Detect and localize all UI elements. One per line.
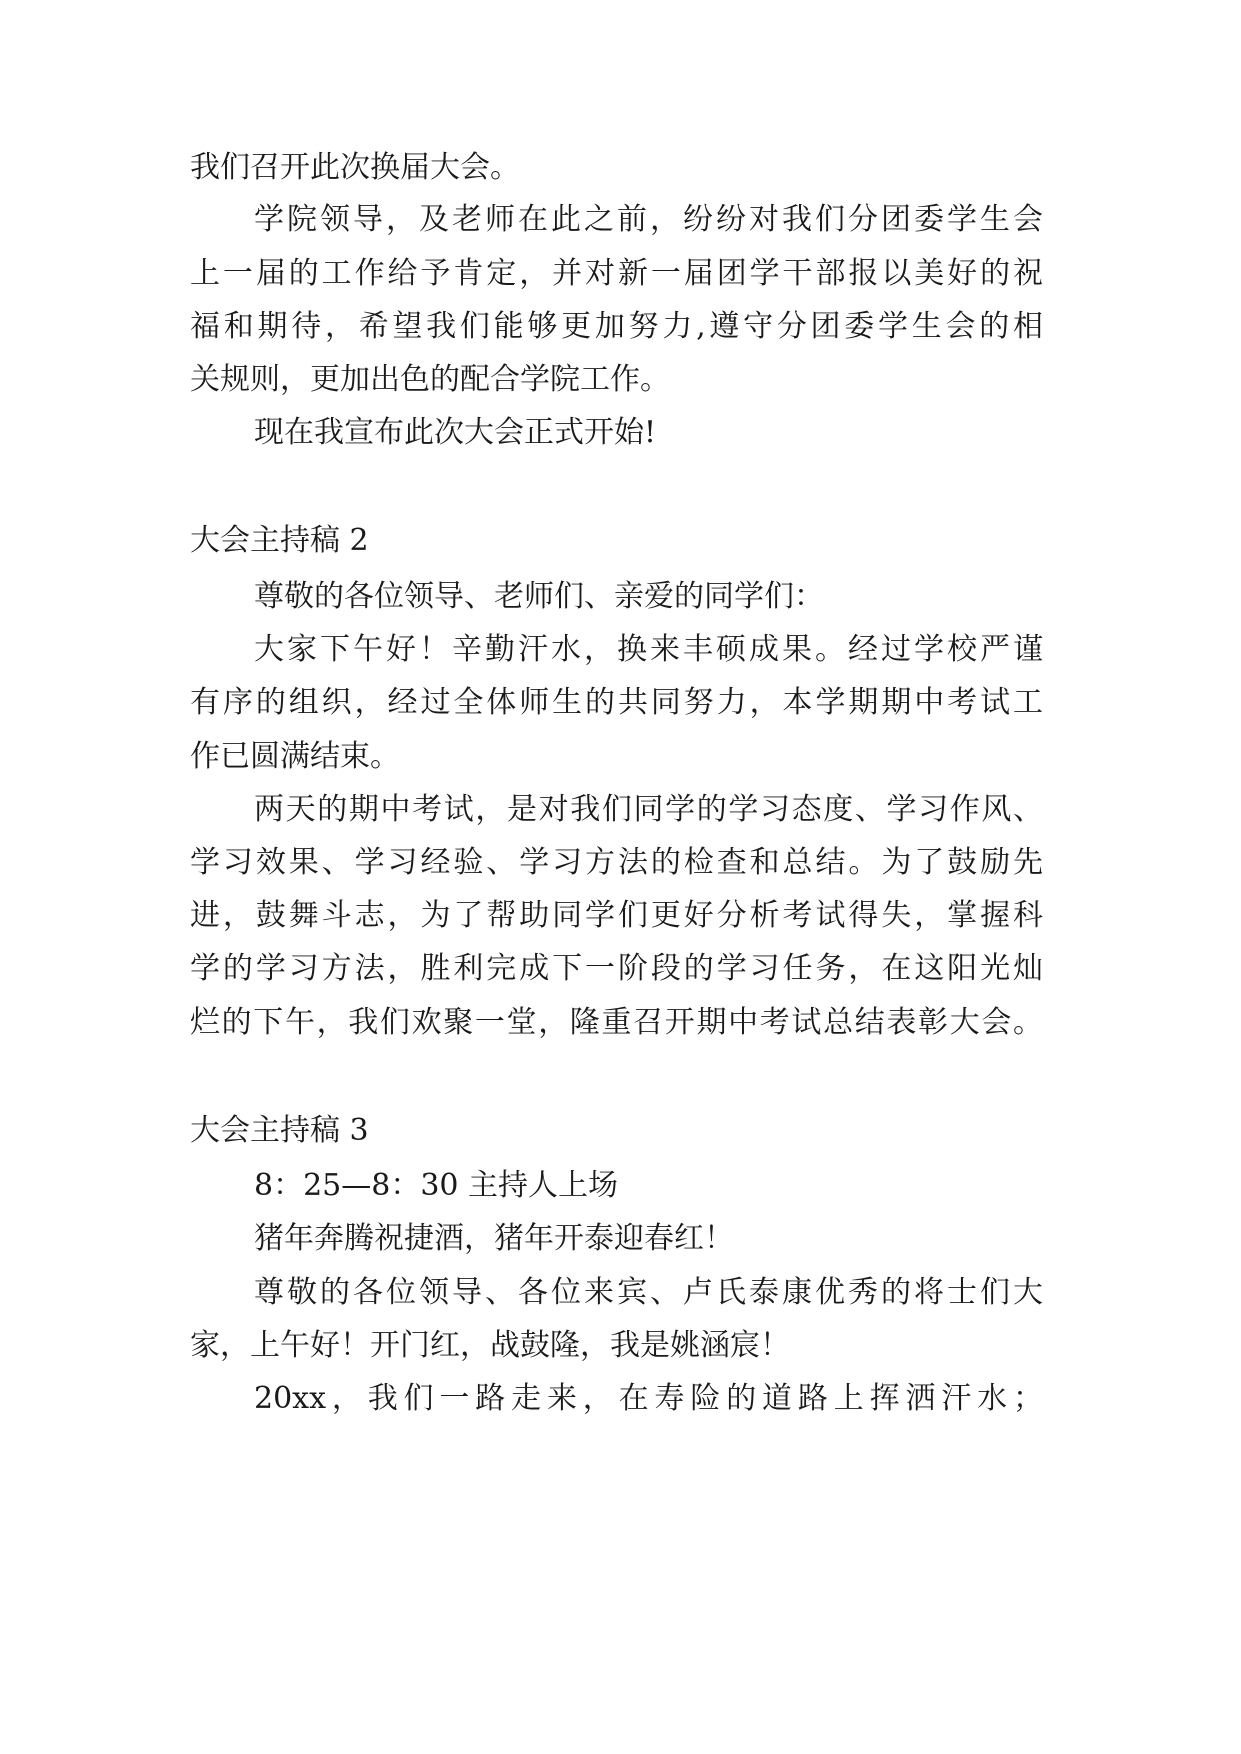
paragraph-line: 学习效果、学习经验、学习方法的检查和总结。为了鼓励先 xyxy=(190,845,1043,880)
paragraph-line: 烂的下午，我们欢聚一堂，隆重召开期中考试总结表彰大会。 xyxy=(190,1005,1043,1040)
paragraph-line: 两天的期中考试，是对我们同学的学习态度、学习作风、 xyxy=(254,792,1043,827)
paragraph-line: 家，上午好！开门红，战鼓隆，我是姚涵宸！ xyxy=(190,1328,790,1363)
paragraph-line: 学的学习方法，胜利完成下一阶段的学习任务，在这阳光灿 xyxy=(190,951,1043,986)
paragraph-line: 关规则，更加出色的配合学院工作。 xyxy=(190,362,670,397)
section-heading: 大会主持稿 3 xyxy=(190,1113,369,1148)
paragraph-line: 尊敬的各位领导、老师们、亲爱的同学们： xyxy=(254,579,824,614)
paragraph-line: 8：25—8：30 主持人上场 xyxy=(254,1168,619,1203)
section-heading: 大会主持稿 2 xyxy=(190,523,369,558)
paragraph-line: 福和期待，希望我们能够更加努力,遵守分团委学生会的相 xyxy=(190,309,1043,344)
paragraph-line: 作已圆满结束。 xyxy=(190,739,400,774)
paragraph-line: 进，鼓舞斗志，为了帮助同学们更好分析考试得失，掌握科 xyxy=(190,898,1043,933)
paragraph-line: 尊敬的各位领导、各位来宾、卢氏泰康优秀的将士们大 xyxy=(254,1275,1043,1310)
paragraph-line: 20xx，我们一路走来，在寿险的道路上挥洒汗水； xyxy=(254,1381,1043,1416)
paragraph-line: 学院领导，及老师在此之前，纷纷对我们分团委学生会 xyxy=(254,202,1043,237)
paragraph-line: 有序的组织，经过全体师生的共同努力，本学期期中考试工 xyxy=(190,685,1043,720)
paragraph-line: 我们召开此次换届大会。 xyxy=(190,150,520,185)
paragraph-line: 上一届的工作给予肯定，并对新一届团学干部报以美好的祝 xyxy=(190,256,1043,291)
paragraph-line: 猪年奔腾祝捷酒，猪年开泰迎春红！ xyxy=(254,1221,734,1256)
paragraph-line: 大家下午好！辛勤汗水，换来丰硕成果。经过学校严谨 xyxy=(254,632,1043,667)
paragraph-line: 现在我宣布此次大会正式开始! xyxy=(254,415,657,450)
